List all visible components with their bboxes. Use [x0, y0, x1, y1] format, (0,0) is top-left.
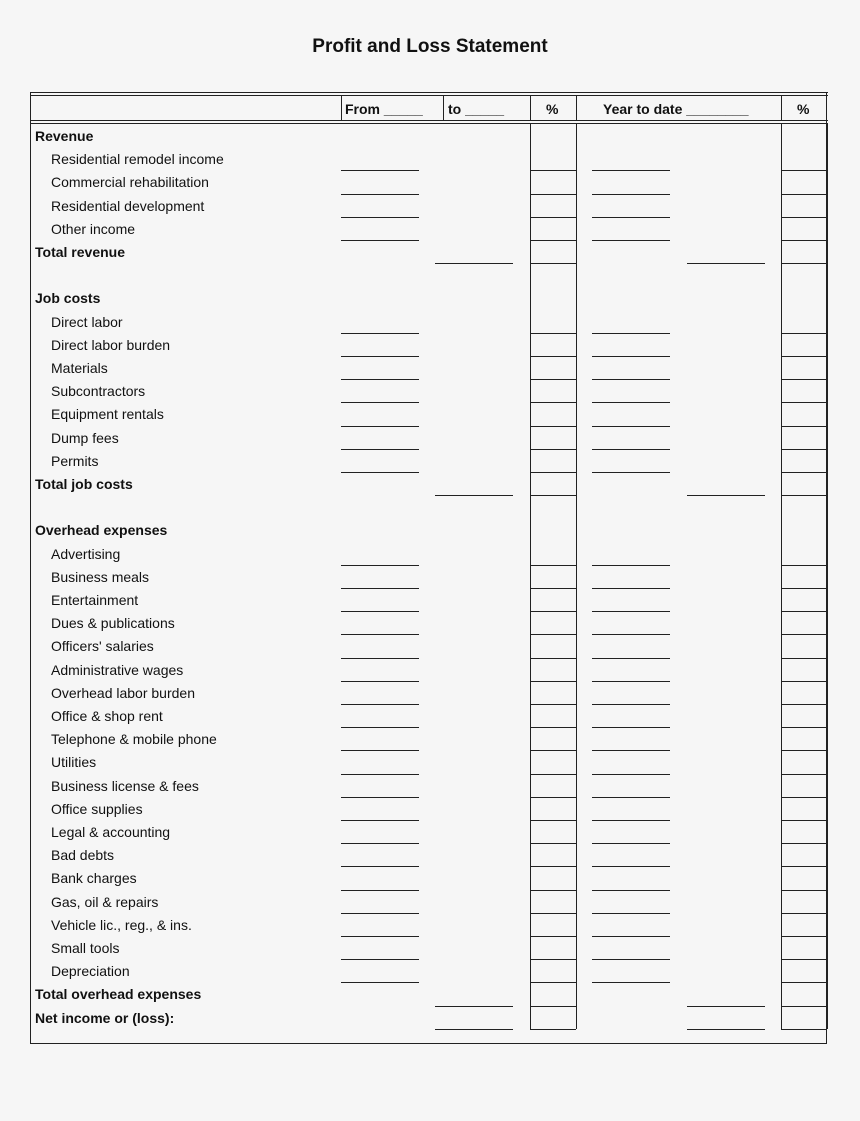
line-item-label: Administrative wages — [51, 661, 184, 678]
line-item-label: Materials — [51, 360, 108, 376]
total-label: Net income or (loss): — [35, 1009, 175, 1026]
page-title: Profit and Loss Statement — [312, 36, 548, 57]
header-from: From _____ — [345, 101, 423, 117]
section-heading: Overhead expenses — [35, 522, 168, 539]
line-item-label: Residential development — [51, 197, 205, 214]
line-item-label: Residential remodel income — [51, 151, 224, 168]
section-heading: Job costs — [35, 290, 101, 307]
header-to: to _____ — [448, 101, 505, 117]
line-item-label: Other income — [51, 220, 136, 237]
line-item-label: Business meals — [51, 568, 150, 585]
line-item-label: Telephone & mobile phone — [51, 731, 217, 748]
line-item-label: Office & shop rent — [51, 708, 163, 724]
line-item-label: Overhead labor burden — [51, 684, 195, 701]
line-item-label: Direct labor burden — [51, 336, 171, 353]
line-item-label: Gas, oil & repairs — [51, 893, 159, 910]
header-year-to-date: Year to date ________ — [603, 101, 749, 117]
total-label: Total overhead expenses — [35, 986, 202, 1003]
line-item-label: Dues & publications — [51, 615, 175, 632]
line-item-label: Depreciation — [51, 963, 130, 980]
line-item-label: Bad debts — [51, 847, 115, 864]
line-item-label: Small tools — [51, 940, 120, 956]
section-heading: Revenue — [35, 128, 94, 144]
total-label: Total revenue — [35, 244, 125, 260]
line-item-label: Business license & fees — [51, 777, 199, 794]
total-label: Total job costs — [35, 476, 133, 492]
ytd-percent-column-right — [827, 123, 828, 1029]
line-item-label: Advertising — [51, 545, 121, 562]
line-item-label: Legal & accounting — [51, 824, 171, 840]
line-item-label: Bank charges — [51, 870, 137, 887]
header-percent-ytd: % — [797, 101, 810, 117]
line-item-label: Permits — [51, 452, 99, 469]
line-item-label: Dump fees — [51, 429, 119, 446]
line-item-label: Entertainment — [51, 592, 139, 608]
line-item-label: Utilities — [51, 754, 97, 771]
line-item-label: Officers' salaries — [51, 638, 154, 655]
line-item-label: Office supplies — [51, 800, 143, 817]
line-item-label: Equipment rentals — [51, 406, 164, 423]
line-item-label: Subcontractors — [51, 383, 146, 400]
line-item-label: Commercial rehabilitation — [51, 174, 209, 191]
line-item-label: Vehicle lic., reg., & ins. — [51, 916, 192, 933]
header-percent: % — [546, 101, 559, 117]
statement-frame — [30, 92, 827, 1044]
line-item-label: Direct labor — [51, 313, 123, 330]
